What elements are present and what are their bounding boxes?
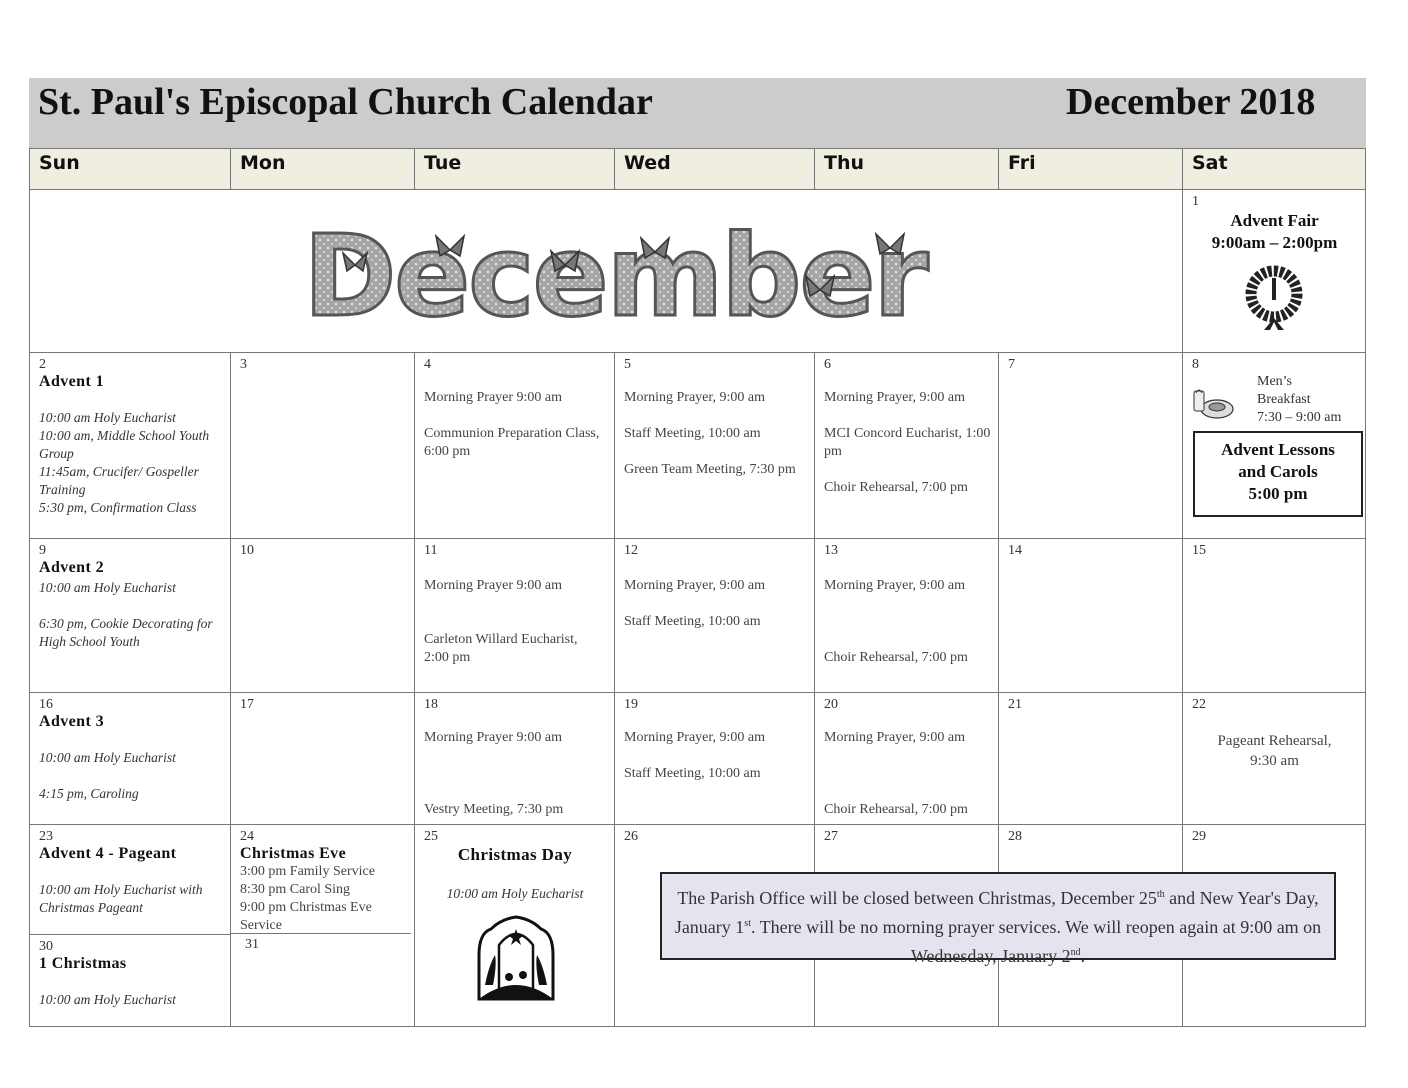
- event-item: Morning Prayer 9:00 am: [424, 390, 563, 405]
- day-7: [999, 353, 1183, 539]
- day-20: [815, 693, 999, 825]
- day-number: 14: [1008, 543, 1022, 558]
- event-item: Staff Meeting, 10:00 am: [624, 426, 761, 441]
- day-label: Advent 2: [39, 559, 104, 576]
- event-item: Staff Meeting, 10:00 am: [624, 766, 761, 781]
- day-number: 27: [824, 829, 838, 844]
- day-number: 1: [1192, 194, 1199, 209]
- day-15: [1183, 539, 1366, 693]
- day-number: 15: [1192, 543, 1206, 558]
- day-label: Advent 4 - Pageant: [39, 845, 177, 862]
- day-number: 8: [1192, 357, 1199, 372]
- day-8: [1183, 353, 1366, 539]
- day-1: [1183, 190, 1366, 353]
- day-number: 6: [824, 357, 831, 372]
- day-22: [1183, 693, 1366, 825]
- event-item: 10:00 am Holy Eucharist: [39, 992, 176, 1007]
- day-number: 2: [39, 357, 46, 372]
- day-label: Advent 1: [39, 373, 104, 390]
- event-item: Choir Rehearsal, 7:00 pm: [824, 480, 968, 495]
- breakfast-line: Breakfast: [1257, 392, 1311, 407]
- weekday-fri: Fri: [999, 148, 1183, 190]
- day-number: 10: [240, 543, 254, 558]
- day-13: [815, 539, 999, 693]
- weekday-sun: Sun: [29, 148, 231, 190]
- day-11: [415, 539, 615, 693]
- event-item: 6:30 pm, Cookie Decorating for High School Youth: [39, 616, 213, 649]
- event-item: Morning Prayer 9:00 am: [424, 730, 563, 745]
- notice-text: and New Year's Day, January 1: [674, 888, 1319, 937]
- day-24: [231, 825, 415, 1027]
- breakfast-plate-icon: [1191, 383, 1235, 423]
- advent-lessons-box: [1193, 431, 1363, 517]
- day-2: [29, 353, 231, 539]
- event-item: Morning Prayer, 9:00 am: [624, 390, 765, 405]
- day-3: [231, 353, 415, 539]
- day-31-bottom: [231, 1026, 415, 1027]
- event-item: Pageant Rehearsal,: [1217, 733, 1332, 749]
- event-item: 10:00 am, Middle School Youth Group: [39, 428, 210, 461]
- day-number: 16: [39, 697, 53, 712]
- event-item: Morning Prayer, 9:00 am: [624, 730, 765, 745]
- breakfast-line: Men’s: [1257, 374, 1292, 389]
- event-item: Carleton Willard Eucharist, 2:00 pm: [424, 632, 578, 665]
- weekday-sat: Sat: [1183, 148, 1366, 190]
- day-10: [231, 539, 415, 693]
- parish-office-notice: [660, 872, 1336, 966]
- breakfast-line: 7:30 – 9:00 am: [1257, 410, 1342, 425]
- event-item: 8:30 pm Carol Sing: [240, 882, 351, 897]
- day-number: 24: [240, 829, 254, 844]
- event-item: MCI Concord Eucharist, 1:00 pm: [824, 426, 991, 459]
- event-item: 3:00 pm Family Service: [240, 864, 375, 879]
- day-30: [29, 935, 231, 1027]
- day-14: [999, 539, 1183, 693]
- lessons-line: Advent Lessons: [1221, 440, 1335, 459]
- notice-superscript: st: [744, 918, 751, 929]
- month-title: December 2018: [1066, 81, 1316, 123]
- december-banner-cell: [29, 190, 1183, 353]
- page-title: St. Paul's Episcopal Church Calendar: [38, 81, 653, 123]
- day-number: 5: [624, 357, 631, 372]
- event-item: Morning Prayer, 9:00 am: [824, 578, 965, 593]
- event-item: 10:00 am Holy Eucharist: [39, 410, 176, 425]
- lessons-line: and Carols: [1238, 462, 1318, 481]
- event-item: 10:00 am Holy Eucharist: [39, 750, 176, 765]
- day-21: [999, 693, 1183, 825]
- day-number: 20: [824, 697, 838, 712]
- day-label: Christmas Day: [457, 845, 573, 864]
- event-item: Choir Rehearsal, 7:00 pm: [824, 650, 968, 665]
- day-number: 9: [39, 543, 46, 558]
- day-number: 26: [624, 829, 638, 844]
- event-item: 9:00 pm Christmas Eve Service: [240, 900, 372, 933]
- notice-superscript: nd: [1070, 947, 1081, 958]
- notice-superscript: th: [1156, 889, 1165, 900]
- day-number: 29: [1192, 829, 1206, 844]
- event-item: Green Team Meeting, 7:30 pm: [624, 462, 796, 477]
- weekday-thu: Thu: [815, 148, 999, 190]
- day-12: [615, 539, 815, 693]
- day-number: 17: [240, 697, 254, 712]
- day-number: 30: [39, 939, 53, 954]
- divider: [231, 933, 411, 934]
- advent-fair-time: 9:00am – 2:00pm: [1211, 233, 1338, 252]
- event-item: Communion Preparation Class, 6:00 pm: [424, 426, 600, 459]
- day-number: 12: [624, 543, 638, 558]
- event-item: Morning Prayer, 9:00 am: [824, 730, 965, 745]
- day-17: [231, 693, 415, 825]
- event-item: Morning Prayer, 9:00 am: [824, 390, 965, 405]
- notice-text: . There will be no morning prayer services. We will reopen again at 9:00 am on Wednesday, January 2: [750, 917, 1322, 966]
- day-number: 28: [1008, 829, 1022, 844]
- day-number: 19: [624, 697, 638, 712]
- day-number: 4: [424, 357, 431, 372]
- notice-text: The Parish Office will be closed between Christmas, December 25: [677, 888, 1157, 908]
- day-9: [29, 539, 231, 693]
- day-6: [815, 353, 999, 539]
- event-item: 10:00 am Holy Eucharist with Christmas Pageant: [39, 882, 203, 915]
- day-19: [615, 693, 815, 825]
- event-item: 10:00 am Holy Eucharist: [446, 886, 584, 901]
- event-item: Morning Prayer 9:00 am: [424, 578, 563, 593]
- lessons-line: 5:00 pm: [1248, 484, 1308, 503]
- event-item: Choir Rehearsal, 7:00 pm: [824, 802, 968, 817]
- day-label: Christmas Eve: [240, 845, 347, 862]
- day-4: [415, 353, 615, 539]
- day-number: 3: [240, 357, 247, 372]
- weekday-tue: Tue: [415, 148, 615, 190]
- day-18: [415, 693, 615, 825]
- event-item: Vestry Meeting, 7:30 pm: [424, 802, 564, 817]
- event-item: 11:45am, Crucifer/ Gospeller Training: [39, 464, 199, 497]
- weekday-mon: Mon: [231, 148, 415, 190]
- event-item: Morning Prayer, 9:00 am: [624, 578, 765, 593]
- day-label: 1 Christmas: [39, 955, 127, 972]
- december-banner-graphic: [30, 190, 1183, 353]
- day-number: 18: [424, 697, 438, 712]
- event-item: Staff Meeting, 10:00 am: [624, 614, 761, 629]
- day-label: Advent 3: [39, 713, 104, 730]
- wreath-icon: [1239, 260, 1309, 336]
- day-16: [29, 693, 231, 825]
- nativity-icon: [471, 915, 561, 1001]
- weekday-wed: Wed: [615, 148, 815, 190]
- event-item: 9:30 am: [1250, 753, 1299, 769]
- day-number: 25: [424, 829, 438, 844]
- event-item: 4:15 pm, Caroling: [39, 786, 139, 801]
- advent-fair-title: Advent Fair: [1230, 211, 1319, 230]
- day-number: 31: [245, 937, 259, 952]
- svg-text:December: December: [303, 212, 927, 342]
- day-number: 11: [424, 543, 438, 558]
- day-25: [415, 825, 615, 1027]
- event-item: 5:30 pm, Confirmation Class: [39, 500, 197, 515]
- day-5: [615, 353, 815, 539]
- notice-text: .: [1080, 946, 1086, 966]
- day-number: 22: [1192, 697, 1206, 712]
- day-number: 21: [1008, 697, 1022, 712]
- day-number: 23: [39, 829, 53, 844]
- day-number: 13: [824, 543, 838, 558]
- day-23: [29, 825, 231, 935]
- event-item: 10:00 am Holy Eucharist: [39, 580, 176, 595]
- day-number: 7: [1008, 357, 1015, 372]
